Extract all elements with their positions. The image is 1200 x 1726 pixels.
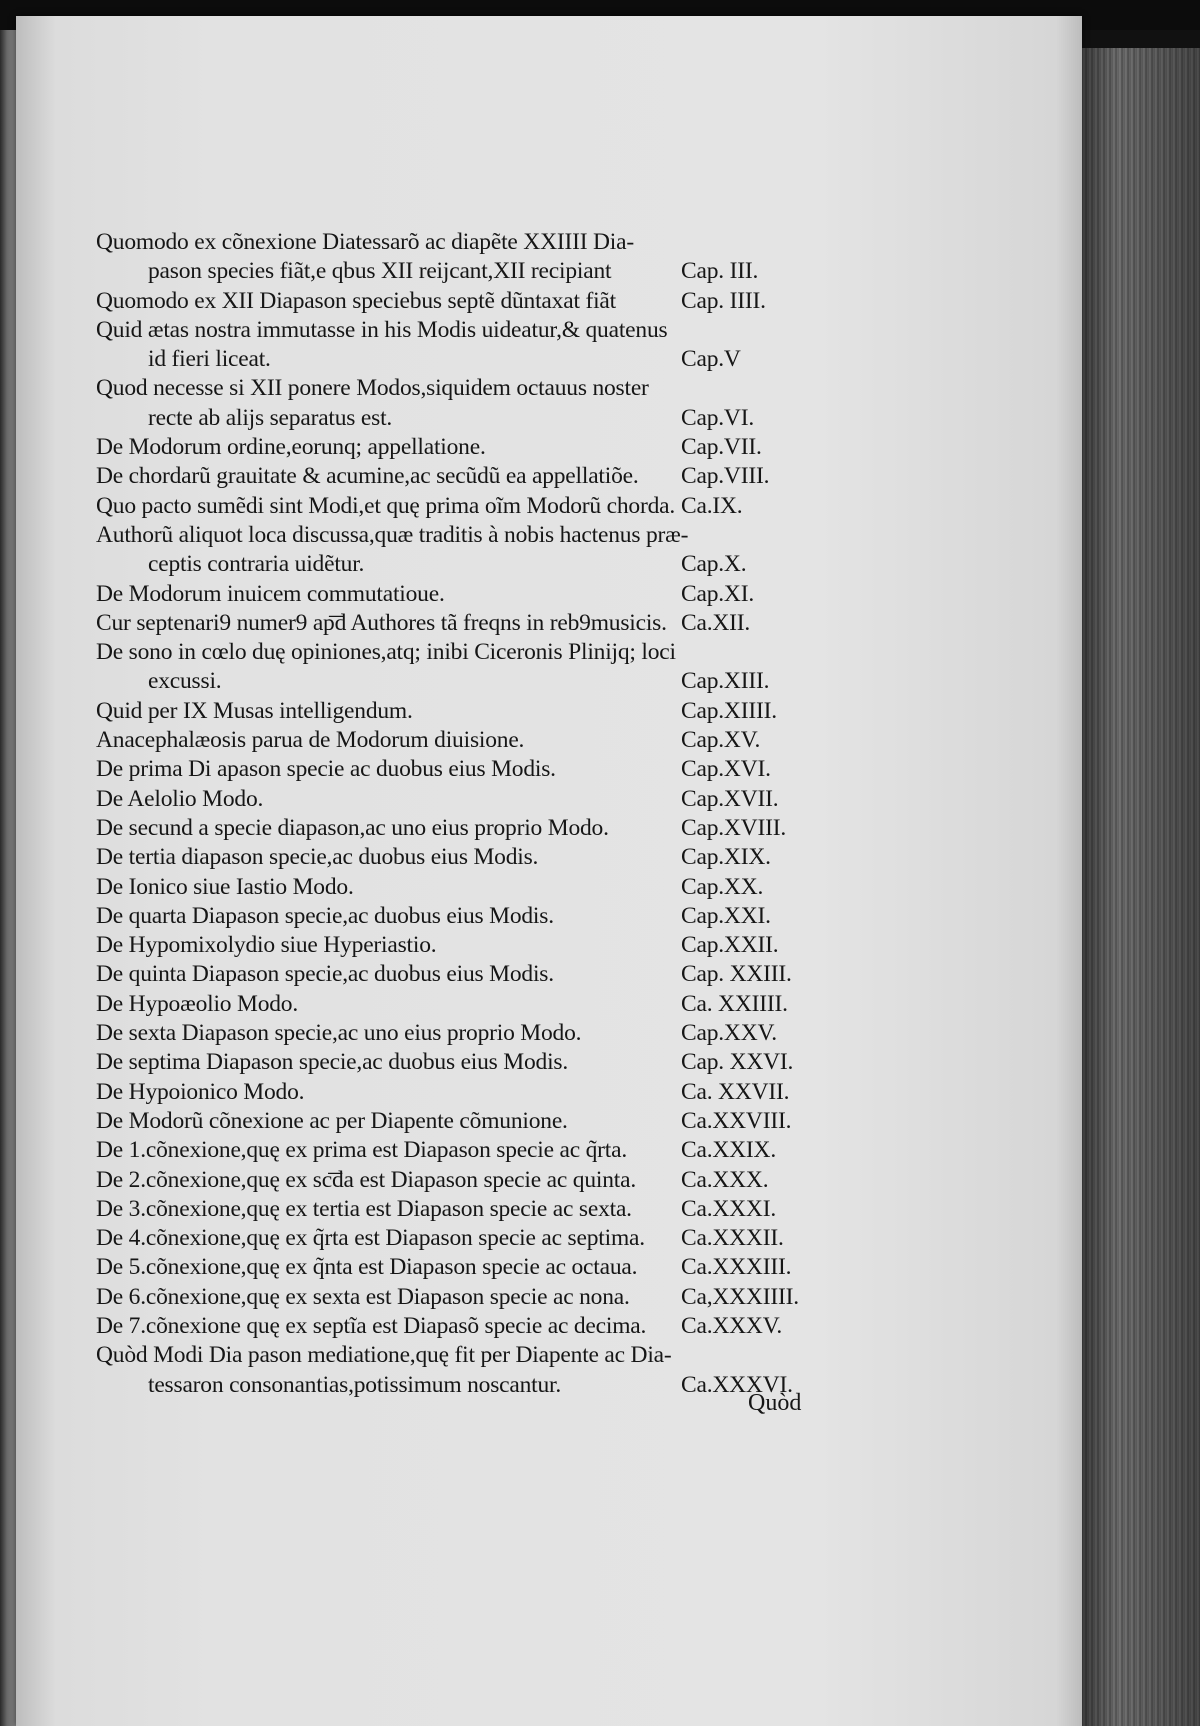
toc-entry-chapter: Cap.XVI. [681, 756, 771, 783]
toc-entry-chapter: Ca.XII. [681, 609, 751, 636]
toc-entry-title: De quinta Diapason specie,ac duobus eius Modis. [96, 961, 554, 988]
toc-entry-continuation: tessaron consonantias,potissimum noscantur. [148, 1371, 562, 1398]
toc-entry-chapter: Cap.VIII. [681, 463, 770, 490]
toc-entry [96, 873, 836, 902]
toc-entry-title: De secund a specie diapason,ac uno eius proprio Modo. [96, 814, 609, 841]
toc-entry [96, 609, 836, 638]
toc-entry-chapter: Cap. III. [681, 258, 759, 285]
toc-entry-title: Quid per IX Musas intelligendum. [96, 697, 413, 724]
toc-entry [96, 1136, 836, 1165]
toc-entry [96, 902, 836, 931]
toc-entry [96, 287, 836, 316]
toc-entry-chapter: Cap.VII. [681, 434, 762, 461]
toc-entry [96, 1283, 836, 1312]
catchword: Quòd [748, 1390, 802, 1416]
toc-entry-chapter: Cap.XV. [681, 727, 761, 754]
toc-entry [96, 492, 836, 521]
toc-entry-title: Quòd Modi Dia pason mediatione,quę fit per Diapente ac Dia- [96, 1342, 672, 1369]
toc-entry-continuation: pason species fiãt,e qbus XII reijcant,XII recipiant [148, 258, 612, 285]
toc-entry [96, 1107, 836, 1136]
toc-entry-chapter: Cap.XXI. [681, 902, 771, 929]
toc-entry-chapter: Cap. IIII. [681, 287, 766, 314]
toc-entry-chapter: Ca. XXVII. [681, 1078, 790, 1105]
toc-entry-title: Quo pacto sumẽdi sint Modi,et quę prima oĩm Modorũ chorda. [96, 492, 676, 519]
toc-entry [96, 843, 836, 872]
toc-entry-chapter: Ca.XXIX. [681, 1137, 776, 1164]
toc-entry-title: De sexta Diapason specie,ac uno eius proprio Modo. [96, 1020, 582, 1047]
toc-entry-title: De Modorum ordine,eorunq; appellatione. [96, 434, 486, 461]
toc-entry-title: Quod necesse si XII ponere Modos,siquidem octauus noster [96, 375, 649, 402]
toc-entry [96, 1341, 836, 1400]
toc-entry [96, 374, 836, 433]
toc-entry-chapter: Cap.X. [681, 551, 747, 578]
toc-entry-title: Quomodo ex XII Diapason speciebus septẽ dũntaxat fiãt [96, 287, 616, 314]
toc-entry-chapter: Cap.XIII. [681, 668, 770, 695]
toc-entry [96, 580, 836, 609]
toc-entry [96, 726, 836, 755]
toc-entry-chapter: Cap.XXV. [681, 1020, 777, 1047]
toc-entry-chapter: Ca.XXXVI. [681, 1371, 793, 1398]
toc-entry-chapter: Cap.V [681, 346, 741, 373]
toc-entry [96, 1195, 836, 1224]
toc-entry [96, 960, 836, 989]
toc-entry-chapter: Ca,XXXIIII. [681, 1283, 799, 1310]
toc-entry-title: De tertia diapason specie,ac duobus eius Modis. [96, 844, 539, 871]
table-of-contents [96, 228, 836, 1400]
toc-entry-chapter: Ca.XXXIII. [681, 1254, 792, 1281]
toc-entry [96, 785, 836, 814]
toc-entry-chapter: Ca.XXXV. [681, 1312, 783, 1339]
toc-entry-title: De prima Di apason specie ac duobus eius Modis. [96, 756, 556, 783]
toc-entry [96, 1078, 836, 1107]
toc-entry-title: De 4.cõnexione,quę ex q̃rta est Diapason specie ac septima. [96, 1225, 645, 1252]
toc-entry [96, 697, 836, 726]
toc-entry [96, 433, 836, 462]
toc-entry [96, 1166, 836, 1195]
toc-entry-chapter: Ca. XXIIII. [681, 990, 788, 1017]
toc-entry-chapter: Cap.XIX. [681, 844, 771, 871]
toc-entry-title: De 7.cõnexione quę ex septĩa est Diapasõ specie ac decima. [96, 1312, 647, 1339]
toc-entry-title: De quarta Diapason specie,ac duobus eius Modis. [96, 902, 554, 929]
toc-entry-title: Authorũ aliquot loca discussa,quæ traditis à nobis hactenus præ- [96, 521, 689, 548]
toc-entry-title: De Hypoionico Modo. [96, 1078, 305, 1105]
toc-entry [96, 521, 836, 580]
toc-entry-title: De Aelolio Modo. [96, 785, 264, 812]
toc-entry-title: Anacephalæosis parua de Modorum diuisione. [96, 727, 525, 754]
toc-entry-chapter: Cap.XXII. [681, 932, 779, 959]
toc-entry-chapter: Ca.XXVIII. [681, 1107, 792, 1134]
toc-entry-chapter: Ca.XXXI. [681, 1195, 776, 1222]
toc-entry-chapter: Cap.XX. [681, 873, 764, 900]
toc-entry [96, 1312, 836, 1341]
toc-entry-title: Quomodo ex cõnexione Diatessarõ ac diapẽte XXIIII Dia- [96, 229, 634, 255]
toc-entry [96, 228, 836, 287]
toc-entry-title: De 2.cõnexione,quę ex sc͞da est Diapason specie ac quinta. [96, 1166, 636, 1193]
toc-entry-continuation: excussi. [148, 668, 222, 695]
book-fore-edge-shade [1082, 48, 1200, 1726]
toc-entry-title: Quid ætas nostra immutasse in his Modis uideatur,& quatenus [96, 316, 668, 343]
toc-entry [96, 814, 836, 843]
toc-entry-chapter: Ca.XXXII. [681, 1225, 784, 1252]
toc-entry-chapter: Ca.IX. [681, 492, 743, 519]
toc-entry-continuation: recte ab alijs separatus est. [148, 404, 393, 431]
toc-entry [96, 316, 836, 375]
toc-entry [96, 990, 836, 1019]
toc-entry-chapter: Cap. XXIII. [681, 961, 792, 988]
toc-entry [96, 1253, 836, 1282]
toc-entry-title: De Ionico siue Iastio Modo. [96, 873, 354, 900]
toc-entry [96, 1224, 836, 1253]
toc-entry-title: De Hypomixolydio siue Hyperiastio. [96, 932, 437, 959]
toc-entry [96, 462, 836, 491]
toc-entry-title: De 1.cõnexione,quę ex prima est Diapason specie ac q̃rta. [96, 1137, 628, 1164]
toc-entry-chapter: Cap.XIIII. [681, 697, 777, 724]
toc-entry-title: De 5.cõnexione,quę ex q̃nta est Diapason specie ac octaua. [96, 1254, 638, 1281]
toc-entry [96, 1048, 836, 1077]
toc-entry-chapter: Cap.XVIII. [681, 814, 787, 841]
toc-entry-chapter: Cap.VI. [681, 404, 755, 431]
toc-entry-title: De chordarũ grauitate & acumine,ac secũdũ ea appellatiõe. [96, 463, 639, 490]
toc-entry [96, 1019, 836, 1048]
toc-entry-title: De Hypoæolio Modo. [96, 990, 299, 1017]
toc-entry-chapter: Cap.XI. [681, 580, 755, 607]
toc-entry [96, 931, 836, 960]
toc-entry-title: De septima Diapason specie,ac duobus eius Modis. [96, 1049, 569, 1076]
toc-entry-title: De Modorum inuicem commutatioue. [96, 580, 445, 607]
toc-entry-title: De sono in cœlo duę opiniones,atq; inibi Ciceronis Plinijq; loci [96, 639, 676, 666]
toc-entry-title: Cur septenari9 numer9 ap͞d Authores tã freqns in reb9musicis. [96, 609, 667, 636]
toc-entry-chapter: Ca.XXX. [681, 1166, 769, 1193]
toc-entry-chapter: Cap. XXVI. [681, 1049, 794, 1076]
toc-entry [96, 638, 836, 697]
toc-entry [96, 755, 836, 784]
toc-entry-continuation: id fieri liceat. [148, 346, 271, 373]
toc-entry-chapter: Cap.XVII. [681, 785, 779, 812]
toc-entry-title: De 3.cõnexione,quę ex tertia est Diapason specie ac sexta. [96, 1195, 632, 1222]
toc-entry-title: De 6.cõnexione,quę ex sexta est Diapason specie ac nona. [96, 1283, 630, 1310]
toc-entry-title: De Modorũ cõnexione ac per Diapente cõmunione. [96, 1107, 568, 1134]
toc-entry-continuation: ceptis contraria uidẽtur. [148, 551, 365, 578]
